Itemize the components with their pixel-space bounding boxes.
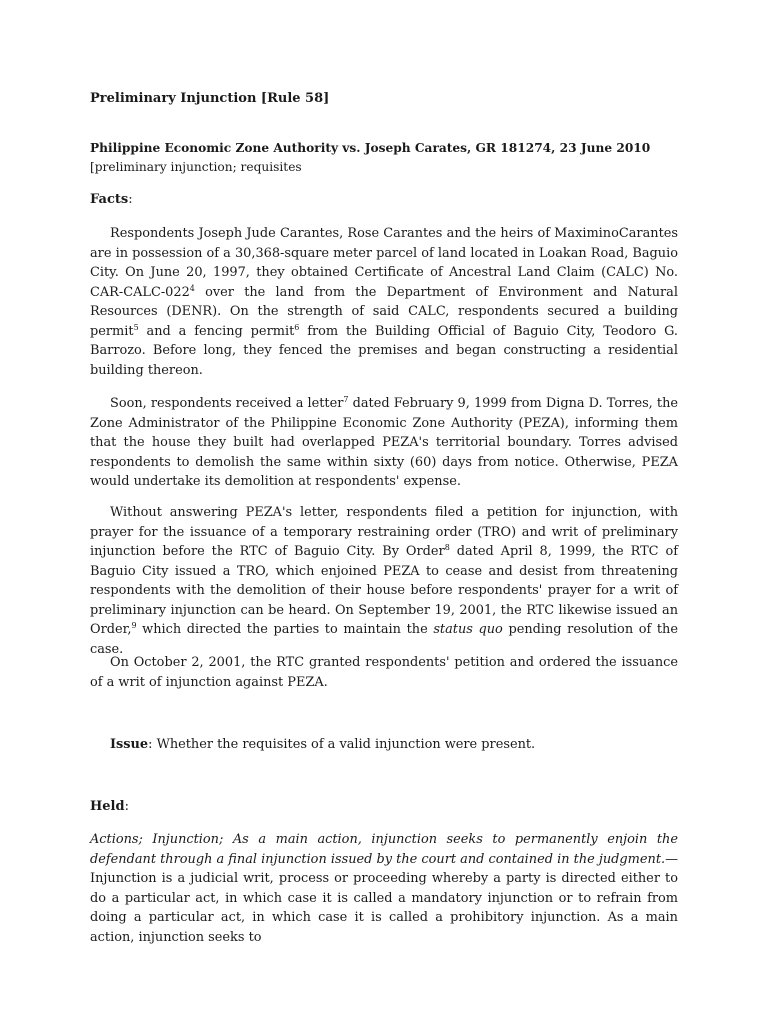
facts-paragraph-2: Soon, respondents received a letter$^7$ dated February 9, 1999 from Digna D. Torres, the Zone Administrator of the Philippine Economic Zone Authority (PEZA), informing them that the house they built had overlapped PEZA's territorial boundary. Torres advised respondents to demolish the same within sixty (60) days from notice. Otherwise, PEZA would undertake its demolition at respondents' expense. bbox=[90, 395, 679, 489]
footnote-ref[interactable]: 5 bbox=[133, 322, 139, 332]
footnote-ref[interactable]: 9 bbox=[131, 621, 137, 630]
footnote-ref[interactable]: 8 bbox=[444, 543, 450, 552]
facts-paragraph-4: On October 2, 2001, the RTC granted respondents' petition and ordered the issuance of a writ of injunction against PEZA. bbox=[90, 655, 678, 690]
held-label: Held bbox=[90, 799, 125, 814]
facts-paragraph-3: Without answering PEZA's letter, respondents filed a petition for injunction, with prayer for the issuance of a temporary restraining order (TRO) and writ of preliminary injunction before the RTC of Baguio City. By Order$^8$ dated April 8, 1999, the RTC of Baguio City issued a TRO, which enjoined PEZA to cease and desist from threatening respondents with the demolition of their house before respondents' prayer for a writ of preliminary injunction can be heard. On September 19, 2001, the RTC likewise issued an Order,$^9$ which directed the parties to maintain the status quo pending resolution of the case. bbox=[90, 505, 678, 657]
case-tag: [preliminary injunction; requisites bbox=[90, 160, 302, 174]
footnote-ref[interactable]: 4 bbox=[189, 283, 195, 293]
issue-line bbox=[110, 737, 535, 752]
footnote-ref[interactable]: 6 bbox=[294, 322, 300, 332]
case-title: Philippine Economic Zone Authority vs. Joseph Carates, GR 181274, 23 June 2010 bbox=[90, 141, 651, 155]
facts-label: Facts bbox=[90, 192, 129, 207]
issue-label: Issue bbox=[110, 737, 149, 752]
held-syllabus: Actions; Injunction; As a main action, injunction seeks to permanently enjoin the defendant through a final injunction issued by the court and contained in the judgment. bbox=[90, 832, 678, 867]
document-title: Preliminary Injunction [Rule 58] bbox=[90, 91, 330, 106]
held-paragraph bbox=[90, 830, 678, 947]
facts-heading bbox=[90, 192, 133, 207]
facts-colon: : bbox=[128, 192, 133, 207]
held-text: —Injunction is a judicial writ, process or proceeding whereby a party is directed either to do a particular act, in which case it is called a mandatory injunction or to refrain from doing a particular act, in which case it is called a prohibitory injunction. As a main action, injunction seeks to bbox=[90, 851, 678, 945]
footnote-ref[interactable]: 7 bbox=[343, 395, 349, 404]
held-heading bbox=[90, 799, 129, 814]
issue-text: : Whether the requisites of a valid injunction were present. bbox=[148, 737, 536, 752]
facts-paragraph-1: Respondents Joseph Jude Carantes, Rose Carantes and the heirs of MaximinoCarantes are in possession of a 30,368-square meter parcel of land located in Loakan Road, Baguio City. On June 20, 1997, they obtained Certificate of Ancestral Land Claim (CALC) No. CAR-$CALC-022^4$ over the land from the Department of Environment and Natural Resources (DENR). On the strength of said CALC, respondents secured a building permit$^5$ and a fencing permit$^6$ from the Building Official of Baguio City, Teodoro G. Barrozo. Before long, they fenced the premises and began constructing a residential building thereon. bbox=[90, 226, 679, 378]
held-colon: : bbox=[124, 799, 129, 814]
